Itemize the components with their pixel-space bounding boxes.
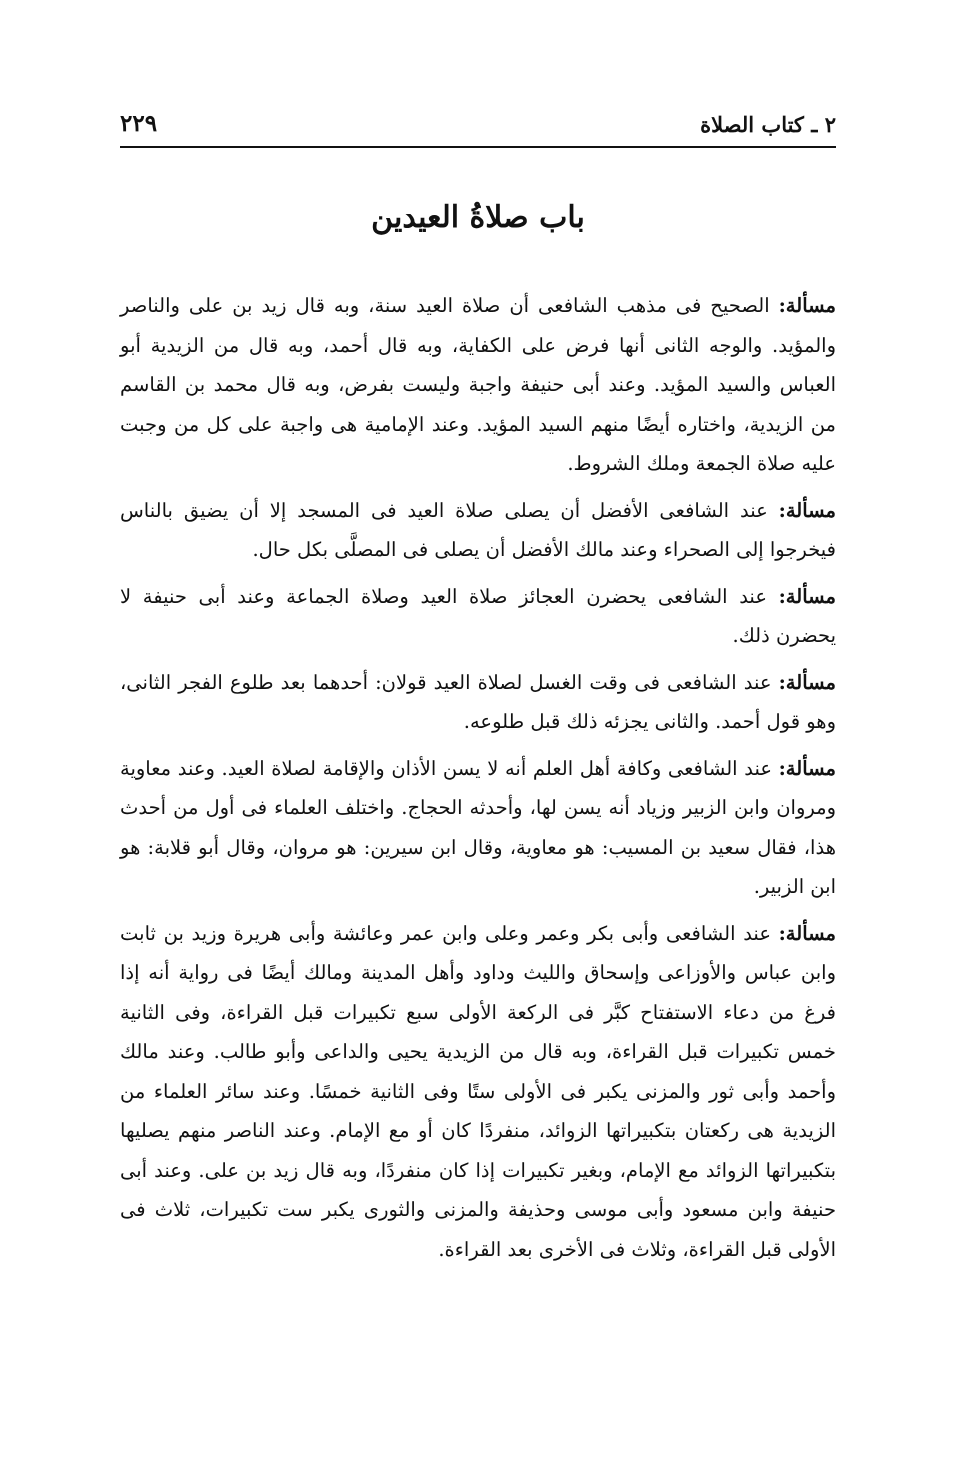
masala-text: عند الشافعى الأفضل أن يصلى صلاة العيد فى المسجد إلا أن يضيق بالناس فيخرجوا إلى الصحراء وعند مالك الأفضل أن يصلى فى المصلَّى بكل حال.	[120, 498, 836, 561]
masala-label: مسألة:	[778, 921, 836, 945]
masala-label: مسألة:	[778, 498, 837, 522]
masala-label: مسألة:	[778, 584, 836, 608]
masala-text: عند الشافعى وأبى بكر وعمر وعلى وابن عمر وعائشة وأبى هريرة وزيد بن ثابت وابن عباس والأوزاعى وإسحاق والليث وداود وأهل المدينة ومالك أيضًا فى رواية أنه إذا فرغ من دعاء الاستفتاح كبَّر فى الركعة الأولى سبع تكبيرات قبل القراءة، وفى الثانية خمس تكبيرات قبل القراءة، وبه قال من الزيدية يحيى والداعى وأبو طالب. وعند مالك وأحمد وأبى ثور والمزنى يكبر فى الأولى ستًا وفى الثانية خمسًا. وعند سائر العلماء من الزيدية هى ركعتان بتكبيراتها الزوائد، منفردًا كان أو مع الإمام. وعند الناصر منهم يصليها بتكبيراتها الزوائد مع الإمام، وبغير تكبيرات إذا كان منفردًا، وبه قال زيد بن على. وعند أبى حنيفة وابن مسعود وأبى موسى وحذيفة والمزنى والثورى يكبر ست تكبيرات، ثلاث فى الأولى قبل القراءة، وثلاث فى الأخرى بعد القراءة.	[120, 921, 836, 1261]
masala-label: مسألة:	[778, 294, 836, 317]
header-rule	[120, 146, 836, 148]
masala-text: عند الشافعى يحضرن العجائز صلاة العيد وصلاة الجماعة وعند أبى حنيفة لا يحضرن ذلك.	[120, 584, 836, 647]
masala-paragraph	[120, 577, 836, 656]
masala-paragraph	[120, 491, 836, 570]
masala-text: عند الشافعى فى وقت الغسل لصلاة العيد قولان: أحدهما بعد طلوع الفجر الثانى، وهو قول أحمد. والثانى يجزئه ذلك قبل طلوعه.	[120, 670, 836, 733]
masala-text: عند الشافعى وكافة أهل العلم أنه لا يسن الأذان والإقامة لصلاة العيد. وعند معاوية ومروان وابن الزبير وزياد أنه يسن لها، وأحدثه الحجاج. واختلف العلماء فى أول من أحدث هذا، فقال سعيد بن المسيب: هو معاوية، وقال ابن سيرين: هو مروان، وقال أبو قلابة: هو ابن الزبير.	[120, 756, 836, 898]
masala-label: مسألة:	[778, 670, 836, 694]
running-header	[120, 108, 836, 144]
masala-label: مسألة:	[778, 756, 836, 780]
page-number: ٢٢٩	[120, 110, 158, 137]
masala-text: الصحيح فى مذهب الشافعى أن صلاة العيد سنة، وبه قال زيد بن على والناصر والمؤيد. والوجه الثانى أنها فرض على الكفاية، وبه قال أحمد، وبه قال من الزيدية أبو العباس والسيد المؤيد. وعند أبى حنيفة واجبة وليست بفرض، وبه قال محمد بن القاسم من الزيدية، واختاره أيضًا منهم السيد المؤيد. وعند الإمامية هى واجبة على كل من وجبت عليه صلاة الجمعة وملك الشروط.	[120, 294, 836, 475]
masala-paragraph	[120, 914, 836, 1270]
masala-paragraph	[120, 749, 836, 907]
masala-paragraph	[120, 663, 836, 742]
chapter-heading: ٢ ـ كتاب الصلاة	[700, 112, 836, 137]
section-title: باب صلاةُ العيدين	[371, 200, 585, 235]
body-text	[120, 286, 836, 1276]
masala-paragraph	[120, 286, 836, 484]
